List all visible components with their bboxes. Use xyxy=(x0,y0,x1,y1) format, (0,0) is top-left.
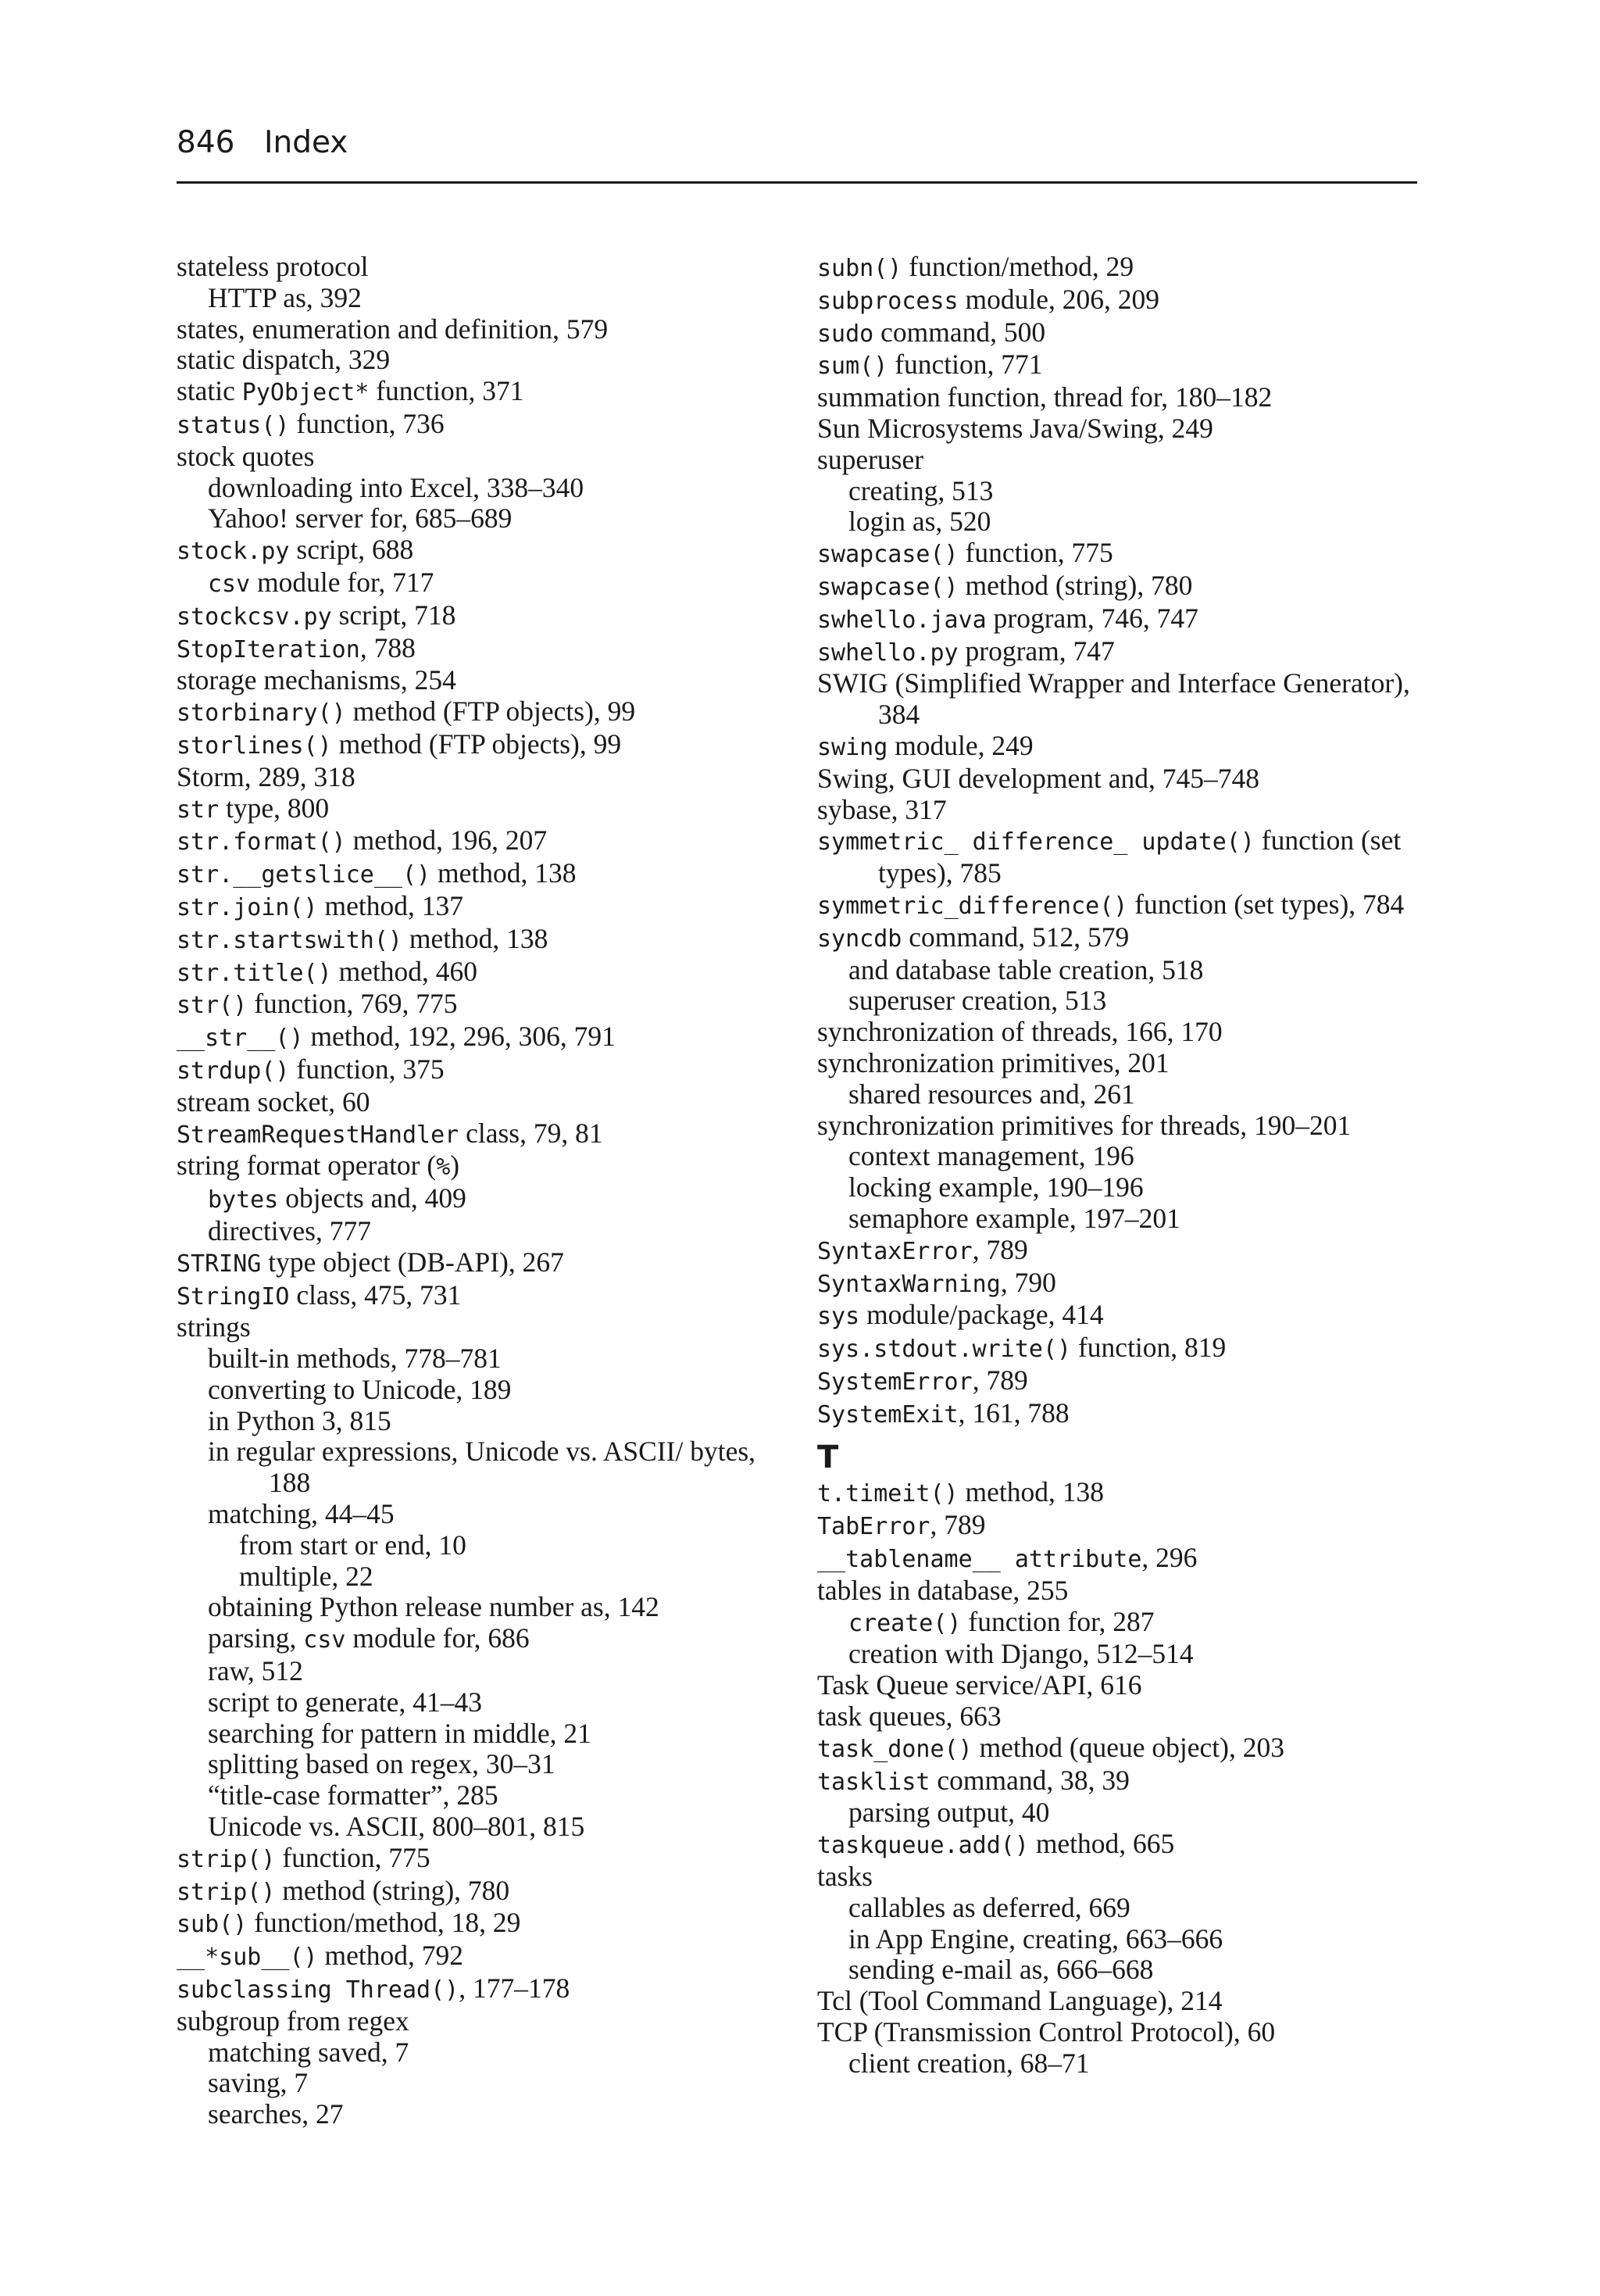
entry-text: function, 371 xyxy=(369,375,524,407)
index-subentry xyxy=(817,1079,1434,1110)
index-entry xyxy=(177,1843,794,1876)
entry-text: parsing, xyxy=(208,1622,304,1654)
index-entry xyxy=(817,570,1434,603)
entry-text: callables as deferred, 669 xyxy=(848,1891,1130,1923)
code-term: strip() xyxy=(177,1878,276,1906)
code-term: str xyxy=(177,796,220,824)
index-entry xyxy=(817,284,1434,317)
index-subentry xyxy=(177,2099,794,2130)
code-term: swhello.java xyxy=(817,606,987,634)
index-entry xyxy=(177,1021,794,1054)
index-entry xyxy=(177,1054,794,1087)
index-subentry xyxy=(177,567,794,600)
entry-text: , 790 xyxy=(1000,1266,1056,1298)
entry-text: storage mechanisms, 254 xyxy=(177,664,456,696)
code-term: sudo xyxy=(817,320,874,348)
entry-text: directives, 777 xyxy=(208,1214,371,1246)
entry-text: script to generate, 41–43 xyxy=(208,1686,482,1718)
index-subentry xyxy=(177,1811,794,1843)
index-entry xyxy=(177,891,794,924)
index-subentry xyxy=(177,1530,794,1561)
index-subentry xyxy=(177,283,794,314)
index-entry xyxy=(177,729,794,762)
index-subentry xyxy=(817,506,1434,538)
code-term: create() xyxy=(848,1609,962,1637)
entry-text: static xyxy=(177,375,242,407)
entry-text: HTTP as, 392 xyxy=(208,281,362,313)
index-entry xyxy=(817,603,1434,636)
index-entry xyxy=(817,1701,1434,1733)
index-entry xyxy=(177,1087,794,1118)
entry-text: method, 196, 207 xyxy=(345,824,548,857)
index-entry xyxy=(817,795,1434,826)
entry-text: static dispatch, 329 xyxy=(177,344,391,376)
code-term: syncdb xyxy=(817,924,902,953)
index-entry xyxy=(817,636,1434,669)
entry-text: raw, 512 xyxy=(208,1655,303,1687)
code-term: str.__getslice__() xyxy=(177,861,431,889)
index-entry xyxy=(817,1300,1434,1332)
entry-text: Yahoo! server for, 685–689 xyxy=(208,502,512,535)
code-term: csv xyxy=(208,570,251,598)
index-entry xyxy=(177,1312,794,1343)
code-term: sys xyxy=(817,1303,860,1331)
entry-text: method (FTP objects), 99 xyxy=(345,696,636,728)
index-subentry xyxy=(177,1718,794,1750)
index-entry xyxy=(177,1876,794,1908)
entry-text: built-in methods, 778–781 xyxy=(208,1343,502,1375)
code-term: status() xyxy=(177,411,290,439)
index-subentry xyxy=(177,1436,794,1499)
index-subentry xyxy=(817,476,1434,507)
code-term: StringIO xyxy=(177,1282,290,1311)
index-entry xyxy=(177,1118,794,1151)
entry-text: class, 475, 731 xyxy=(289,1279,462,1311)
index-subentry xyxy=(817,1141,1434,1172)
index-subentry xyxy=(817,1797,1434,1829)
entry-text: converting to Unicode, 189 xyxy=(208,1373,512,1405)
entry-text: saving, 7 xyxy=(208,2067,309,2099)
index-subentry xyxy=(177,473,794,504)
entry-text: method, 137 xyxy=(317,889,463,921)
index-subentry xyxy=(817,955,1434,986)
index-entry xyxy=(817,382,1434,413)
index-subentry xyxy=(817,1893,1434,1924)
entry-text: type, 800 xyxy=(219,792,330,824)
page-title: Index xyxy=(264,125,348,160)
index-subentry xyxy=(177,1561,794,1593)
entry-text: parsing output, 40 xyxy=(848,1797,1050,1829)
index-entry xyxy=(817,252,1434,284)
code-term: symmetric_difference() xyxy=(817,892,1128,920)
entry-text: superuser xyxy=(817,443,924,475)
code-term: __tablename__ attribute xyxy=(817,1546,1142,1574)
entry-text: method, 192, 296, 306, 791 xyxy=(303,1021,616,1053)
code-term: % xyxy=(436,1153,451,1182)
code-term: SyntaxError xyxy=(817,1237,973,1265)
code-term: str.join() xyxy=(177,893,318,921)
index-entry xyxy=(817,668,1434,731)
index-subentry xyxy=(177,503,794,535)
entry-text: from start or end, 10 xyxy=(239,1529,466,1561)
index-entry xyxy=(177,1247,794,1280)
entry-text: method, 138 xyxy=(430,857,577,889)
entry-text: , 296 xyxy=(1141,1542,1198,1574)
index-entry xyxy=(817,538,1434,570)
index-column-left xyxy=(177,252,794,2130)
index-subentry xyxy=(817,1954,1434,1986)
entry-text: method (FTP objects), 99 xyxy=(331,728,622,760)
index-entry xyxy=(817,1670,1434,1701)
entry-text: “title-case formatter”, 285 xyxy=(208,1779,498,1811)
entry-text: Sun Microsystems Java/Swing, 249 xyxy=(817,412,1213,444)
index-entry xyxy=(177,793,794,826)
entry-text: task queues, 663 xyxy=(817,1701,1002,1733)
index-entry xyxy=(817,413,1434,445)
code-term: symmetric_ difference_ update() xyxy=(817,828,1255,857)
index-entry xyxy=(177,376,794,409)
index-subentry xyxy=(177,1780,794,1811)
index-subentry xyxy=(177,2037,794,2069)
code-term: strip() xyxy=(177,1845,276,1873)
entry-text: superuser creation, 513 xyxy=(848,985,1107,1017)
code-term: str() xyxy=(177,992,248,1020)
entry-text: , 161, 788 xyxy=(958,1397,1070,1429)
index-entry xyxy=(817,1110,1434,1142)
entry-text: creating, 513 xyxy=(848,474,994,506)
code-term: strdup() xyxy=(177,1057,290,1085)
index-subentry xyxy=(177,1749,794,1780)
index-entry xyxy=(177,633,794,666)
index-entry xyxy=(177,409,794,442)
code-term: SyntaxWarning xyxy=(817,1270,1001,1298)
index-entry xyxy=(177,1973,794,2006)
entry-text: , 177–178 xyxy=(459,1972,570,2005)
index-entry xyxy=(817,1575,1434,1607)
entry-text: in regular expressions, Unicode vs. ASCII/ bytes, 188 xyxy=(208,1436,756,1499)
entry-text: module for, 686 xyxy=(345,1622,530,1654)
index-entry xyxy=(817,1017,1434,1048)
index-entry xyxy=(817,1765,1434,1798)
entry-text: method (string), 780 xyxy=(275,1874,510,1906)
entry-text: script, 718 xyxy=(331,599,456,631)
entry-text: Tcl (Tool Command Language), 214 xyxy=(817,1985,1223,2017)
entry-text: Storm, 289, 318 xyxy=(177,760,355,792)
code-term: tasklist xyxy=(817,1768,930,1796)
index-subentry xyxy=(177,1183,794,1216)
index-entry xyxy=(177,600,794,633)
index-entry xyxy=(177,252,794,283)
entry-text: method, 665 xyxy=(1028,1828,1175,1860)
entry-text: Unicode vs. ASCII, 800–801, 815 xyxy=(208,1811,585,1843)
entry-text: method, 460 xyxy=(331,955,478,987)
index-entry xyxy=(817,1861,1434,1893)
entry-text: shared resources and, 261 xyxy=(848,1078,1135,1110)
index-entry xyxy=(177,762,794,793)
index-entry xyxy=(817,1829,1434,1861)
entry-text: , 788 xyxy=(359,631,416,663)
entry-text: sybase, 317 xyxy=(817,793,947,825)
entry-text: synchronization primitives, 201 xyxy=(817,1046,1170,1078)
entry-text: TCP (Transmission Control Protocol), 60 xyxy=(817,2016,1276,2048)
index-entry xyxy=(817,1398,1434,1431)
index-entry xyxy=(177,957,794,989)
code-term: sub() xyxy=(177,1911,248,1939)
entry-text: and database table creation, 518 xyxy=(848,953,1204,985)
index-entry xyxy=(177,314,794,345)
entry-text: stock quotes xyxy=(177,440,315,472)
index-entry xyxy=(817,2017,1434,2048)
index-subentry xyxy=(817,1203,1434,1235)
code-term: swapcase() xyxy=(817,541,959,569)
entry-text: command, 500 xyxy=(873,316,1046,348)
entry-text: in Python 3, 815 xyxy=(208,1404,391,1436)
entry-text: module, 206, 209 xyxy=(958,283,1159,315)
entry-text: semaphore example, 197–201 xyxy=(848,1202,1180,1234)
index-subentry xyxy=(177,1687,794,1718)
code-term: swing xyxy=(817,733,888,761)
index-subentry xyxy=(817,2048,1434,2080)
index-subentry xyxy=(177,1592,794,1623)
code-term: subprocess xyxy=(817,287,959,315)
code-term: bytes xyxy=(208,1186,279,1214)
code-term: str.startswith() xyxy=(177,926,402,954)
index-entry xyxy=(177,1280,794,1313)
code-term: STRING xyxy=(177,1250,262,1278)
index-subentry xyxy=(177,1623,794,1656)
entry-text: ) xyxy=(450,1150,460,1182)
entry-text: method (queue object), 203 xyxy=(972,1731,1284,1763)
index-entry xyxy=(817,1365,1434,1398)
entry-text: method (string), 780 xyxy=(958,569,1193,601)
entry-text: function/method, 29 xyxy=(902,251,1134,282)
index-entry xyxy=(817,317,1434,350)
entry-text: tasks xyxy=(817,1861,873,1893)
index-entry xyxy=(817,1543,1434,1575)
index-entry xyxy=(177,924,794,957)
entry-text: command, 38, 39 xyxy=(930,1764,1130,1796)
entry-text: creation with Django, 512–514 xyxy=(848,1638,1194,1670)
code-term: taskqueue.add() xyxy=(817,1832,1029,1860)
code-term: storlines() xyxy=(177,731,332,760)
code-term: str.title() xyxy=(177,959,332,987)
entry-text: function, 775 xyxy=(275,1841,430,1873)
index-subentry xyxy=(177,1499,794,1530)
entry-text: in App Engine, creating, 663–666 xyxy=(848,1922,1223,1954)
entry-text: function, 736 xyxy=(289,407,445,439)
index-entry xyxy=(817,1986,1434,2017)
index-subentry xyxy=(177,1406,794,1437)
index-subentry xyxy=(177,1656,794,1687)
index-entry xyxy=(177,858,794,891)
entry-text: splitting based on regex, 30–31 xyxy=(208,1748,555,1780)
code-term: StopIteration xyxy=(177,635,360,663)
index-subentry xyxy=(817,1172,1434,1203)
index-entry xyxy=(817,349,1434,382)
code-term: TabError xyxy=(817,1513,930,1541)
code-term: subn() xyxy=(817,255,902,282)
entry-text: login as, 520 xyxy=(848,506,991,538)
entry-text: context management, 196 xyxy=(848,1140,1134,1172)
entry-text: function, 819 xyxy=(1071,1332,1227,1364)
entry-text: tables in database, 255 xyxy=(817,1574,1069,1606)
code-term: str.format() xyxy=(177,828,346,857)
page-number: 846 xyxy=(177,125,235,160)
index-subentry xyxy=(177,1216,794,1247)
index-entry xyxy=(177,535,794,567)
code-term: stock.py xyxy=(177,538,290,566)
index-entry xyxy=(817,1733,1434,1765)
code-term: subclassing xyxy=(177,1976,346,2005)
entry-text: Swing, GUI development and, 745–748 xyxy=(817,762,1259,794)
entry-text: module for, 717 xyxy=(250,566,434,598)
entry-text: , 789 xyxy=(930,1509,986,1541)
index-entry xyxy=(177,1940,794,1973)
entry-text: strings xyxy=(177,1311,251,1343)
code-term: swhello.py xyxy=(817,638,959,667)
entry-text: subgroup from regex xyxy=(177,2005,409,2037)
code-term: task_done() xyxy=(817,1735,973,1763)
index-subentry xyxy=(817,1924,1434,1955)
index-column-right xyxy=(817,252,1434,2080)
entry-text: class, 79, 81 xyxy=(459,1117,603,1149)
code-term: StreamRequestHandler xyxy=(177,1121,459,1149)
index-entry xyxy=(817,764,1434,795)
entry-text: program, 747 xyxy=(958,635,1115,667)
entry-text: function, 771 xyxy=(888,349,1043,381)
entry-text: stateless protocol xyxy=(177,251,369,282)
entry-text: program, 746, 747 xyxy=(986,602,1198,634)
index-entry xyxy=(177,345,794,376)
code-term: storbinary() xyxy=(177,699,346,728)
index-entry xyxy=(177,2006,794,2037)
entry-text: stream socket, 60 xyxy=(177,1085,370,1118)
entry-text: objects and, 409 xyxy=(278,1182,466,1214)
entry-text: , 789 xyxy=(972,1364,1028,1396)
entry-text: downloading into Excel, 338–340 xyxy=(208,471,584,503)
entry-text: , 789 xyxy=(972,1233,1028,1265)
index-entry xyxy=(177,989,794,1021)
index-subentry xyxy=(817,1639,1434,1670)
index-entry xyxy=(817,1477,1434,1510)
index-entry xyxy=(817,1048,1434,1079)
index-entry xyxy=(177,696,794,729)
code-term: Thread() xyxy=(345,1976,459,2005)
index-entry xyxy=(817,922,1434,955)
index-entry xyxy=(177,1908,794,1940)
entry-text: command, 512, 579 xyxy=(902,921,1130,953)
entry-text: searching for pattern in middle, 21 xyxy=(208,1717,591,1749)
index-entry xyxy=(817,1332,1434,1365)
entry-text: function (set types), 784 xyxy=(1127,888,1405,920)
entry-text: function, 775 xyxy=(958,537,1113,569)
code-term: SystemError xyxy=(817,1368,973,1396)
entry-text: type object (DB-API), 267 xyxy=(261,1246,564,1278)
index-subentry xyxy=(177,1375,794,1406)
entry-text: matching, 44–45 xyxy=(208,1498,395,1530)
index-entry xyxy=(177,442,794,473)
entry-text: function, 769, 775 xyxy=(247,988,458,1020)
code-term: __str__() xyxy=(177,1025,304,1053)
entry-text: SWIG (Simplified Wrapper and Interface Generator), 384 xyxy=(817,667,1410,731)
index-entry xyxy=(177,825,794,858)
entry-text: synchronization primitives for threads, 190–201 xyxy=(817,1109,1352,1141)
index-subentry xyxy=(177,1343,794,1375)
index-subentry xyxy=(177,2068,794,2099)
entry-text: module, 249 xyxy=(888,729,1034,761)
code-term: swapcase() xyxy=(817,573,959,601)
entry-text: method, 792 xyxy=(317,1940,463,1972)
entry-text: function, 375 xyxy=(289,1053,445,1085)
code-term: stockcsv.py xyxy=(177,603,332,631)
entry-text: locking example, 190–196 xyxy=(848,1171,1144,1203)
code-term: sum() xyxy=(817,352,888,381)
index-subentry xyxy=(817,985,1434,1017)
entry-text: string format operator ( xyxy=(177,1150,437,1182)
entry-text: synchronization of threads, 166, 170 xyxy=(817,1016,1223,1048)
entry-text: states, enumeration and definition, 579 xyxy=(177,313,609,345)
page-header xyxy=(177,120,1417,184)
index-entry xyxy=(817,1268,1434,1300)
entry-text: function/method, 18, 29 xyxy=(247,1907,521,1939)
index-entry xyxy=(817,825,1434,889)
entry-text: method, 138 xyxy=(958,1476,1104,1508)
code-term: SystemExit xyxy=(817,1400,959,1429)
index-entry xyxy=(177,1150,794,1183)
index-entry xyxy=(817,445,1434,476)
entry-text: multiple, 22 xyxy=(239,1560,373,1592)
entry-text: module/package, 414 xyxy=(859,1299,1104,1331)
code-term: PyObject* xyxy=(241,379,370,407)
section-letter: T xyxy=(817,1439,839,1476)
code-term: t.timeit() xyxy=(817,1480,959,1508)
entry-text: Task Queue service/API, 616 xyxy=(817,1669,1142,1701)
index-entry xyxy=(817,1235,1434,1268)
entry-text: summation function, thread for, 180–182 xyxy=(817,381,1273,413)
entry-text: matching saved, 7 xyxy=(208,2036,409,2068)
index-entry xyxy=(817,1510,1434,1543)
entry-text: client creation, 68–71 xyxy=(848,2047,1090,2079)
index-entry xyxy=(817,731,1434,764)
code-term: sys.stdout.write() xyxy=(817,1336,1072,1364)
index-subentry xyxy=(817,1607,1434,1640)
entry-text: obtaining Python release number as, 142 xyxy=(208,1591,659,1623)
entry-text: method, 138 xyxy=(402,922,548,954)
entry-text: searches, 27 xyxy=(208,2098,344,2130)
index-entry xyxy=(817,889,1434,922)
index-entry xyxy=(177,665,794,696)
entry-text: script, 688 xyxy=(289,534,414,566)
code-term: csv xyxy=(303,1626,346,1654)
entry-text: sending e-mail as, 666–668 xyxy=(848,1954,1154,1986)
entry-text: function for, 287 xyxy=(961,1605,1155,1637)
code-term: __*sub__() xyxy=(177,1944,318,1972)
entry-text: function (set types), 785 xyxy=(878,824,1402,889)
